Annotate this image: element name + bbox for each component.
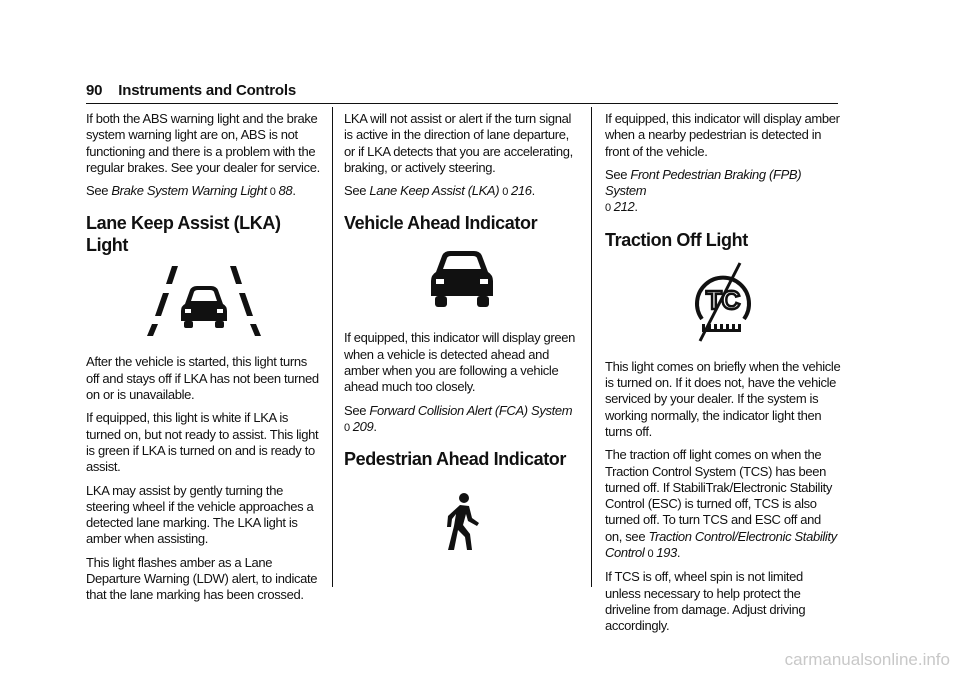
column-3 bbox=[605, 111, 841, 642]
lka-heading: Lane Keep Assist (LKA) Light bbox=[86, 213, 281, 256]
page-number: 90 bbox=[86, 82, 103, 99]
reference-link[interactable]: Forward Collision Alert (FCA) System bbox=[369, 402, 573, 418]
traction-off-heading: Traction Off Light bbox=[605, 229, 748, 250]
vehicle-ahead-paragraph: If equipped, this indicator will display green when a vehicle is detected ahead and amber when you are following a vehicle ahead much too closely. bbox=[344, 330, 576, 395]
lka-limits-paragraph: LKA will not assist or alert if the turn signal is active in the direction of lane departure, or if LKA detects that you are accelerating, braking, or actively steering. bbox=[344, 111, 573, 175]
pedestrian-paragraph: If equipped, this indicator will display amber when a nearby pedestrian is detected in front of the vehicle. bbox=[605, 111, 840, 159]
vehicle-ahead-heading: Vehicle Ahead Indicator bbox=[344, 213, 538, 234]
pedestrian-ahead-heading: Pedestrian Ahead Indicator bbox=[344, 449, 566, 470]
traction-paragraph-3: If TCS is off, wheel spin is not limited unless necessary to help protect the driveline from damage. Adjust driving accordingly. bbox=[605, 569, 806, 634]
lka-paragraph-3: LKA may assist by gently turning the steering wheel if the vehicle approaches a detected lane marking. The LKA light is amber when assisting. bbox=[86, 482, 314, 547]
reference-link[interactable]: Lane Keep Assist (LKA) bbox=[369, 183, 500, 199]
traction-off-icon bbox=[605, 261, 841, 343]
page-arrow-icon: 0 bbox=[502, 186, 508, 199]
tc-icon-label: TC bbox=[706, 284, 740, 315]
page-arrow-icon: 0 bbox=[605, 202, 611, 215]
reference-link[interactable]: Brake System Warning Light bbox=[111, 183, 267, 199]
cross-reference: See Forward Collision Alert (FCA) System 0 209. bbox=[344, 402, 573, 434]
section-title: Instruments and Controls bbox=[118, 82, 297, 99]
reference-page[interactable]: 216 bbox=[510, 183, 532, 199]
vehicle-ahead-icon bbox=[344, 248, 580, 310]
cross-reference: See Brake System Warning Light 0 88. bbox=[86, 183, 296, 199]
pedestrian-icon bbox=[344, 492, 580, 552]
cross-reference: See Front Pedestrian Braking (FPB) System 0 212. bbox=[605, 166, 802, 215]
column-2 bbox=[344, 111, 580, 552]
traction-paragraph-2: The traction off light comes on when the Traction Control System (TCS) has been turned off. If StabiliTrak/Electronic Stability Control (ESC) is turned off, TCS is also turned off. To turn TCS and ESC off and on, see Traction Control/Electronic Stability Control 0 193. bbox=[605, 447, 837, 561]
page-arrow-icon: 0 bbox=[647, 548, 654, 561]
watermark: carmanualsonline.info bbox=[784, 650, 950, 669]
reference-page[interactable]: 212 bbox=[613, 199, 635, 215]
column-divider bbox=[591, 107, 592, 587]
abs-paragraph: If both the ABS warning light and the brake system warning light are on, ABS is not functioning and there is a problem with the regular brakes. See your dealer for service. bbox=[86, 111, 320, 175]
page-arrow-icon: 0 bbox=[269, 186, 276, 199]
column-divider bbox=[332, 107, 333, 587]
lka-paragraph-2: If equipped, this light is white if LKA is turned on, but not ready to assist. This light is green if LKA is turned on and is ready to assist. bbox=[86, 410, 319, 475]
traction-paragraph-1: This light comes on briefly when the vehicle is turned on. If it does not, have the vehicle serviced by your dealer. If the system is working normally, the indicator light then turns off. bbox=[605, 358, 841, 439]
page-header bbox=[86, 82, 838, 100]
reference-page[interactable]: 193 bbox=[656, 545, 677, 561]
reference-link[interactable]: Front Pedestrian Braking (FPB) System bbox=[605, 166, 802, 199]
lka-paragraph-1: After the vehicle is started, this light turns off and stays off if LKA has not been turned on or is unavailable. bbox=[86, 354, 319, 403]
lka-paragraph-4: This light flashes amber as a Lane Departure Warning (LDW) alert, to indicate that the lane marking has been crossed. bbox=[86, 554, 318, 603]
page-arrow-icon: 0 bbox=[344, 421, 350, 434]
header-rule bbox=[86, 103, 838, 104]
reference-page[interactable]: 88 bbox=[278, 183, 293, 199]
cross-reference: See Lane Keep Assist (LKA) 0 216. bbox=[344, 183, 535, 199]
column-1 bbox=[86, 111, 322, 611]
reference-page[interactable]: 209 bbox=[352, 418, 374, 434]
reference-link[interactable]: Traction Control/Electronic Stability Control bbox=[605, 528, 837, 561]
lka-icon bbox=[86, 266, 322, 336]
